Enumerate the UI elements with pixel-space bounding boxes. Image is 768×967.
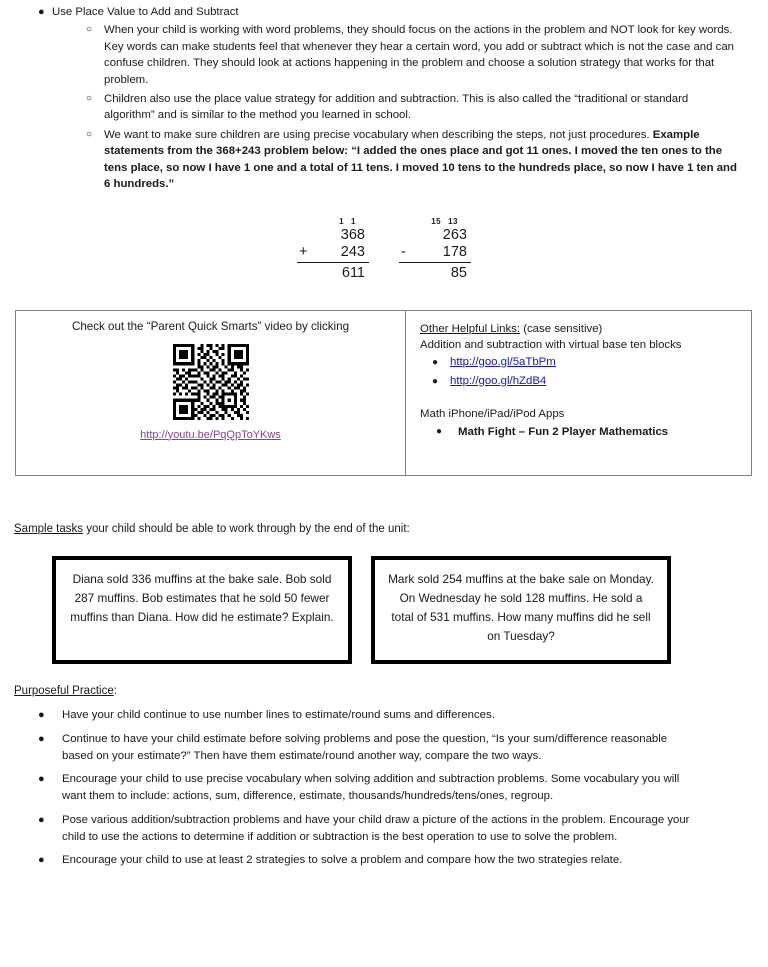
outline-heading-row (38, 4, 738, 20)
sample-tasks-intro (14, 521, 410, 537)
outline-section (38, 4, 738, 195)
subtraction-carry-2: 13 (448, 217, 458, 226)
outline-sub-text-plain: We want to make sure children are using precise vocabulary when describing the steps, not just procedures. (104, 128, 653, 141)
sample-tasks-intro-rest: your child should be able to work through by the end of the unit: (83, 523, 410, 535)
bullet-filled-icon: ● (38, 709, 45, 721)
subtraction-carry-1: 15 (431, 217, 442, 226)
bullet-filled-icon: ● (435, 426, 443, 437)
bullet-filled-icon: ● (38, 6, 45, 18)
sample-tasks-label: Sample tasks (14, 523, 84, 535)
resources-table (15, 310, 752, 476)
list-item (38, 852, 698, 869)
sample-task-boxes (52, 556, 671, 664)
outline-sub-text-bold: Example statements from the 368+243 problem below: “I added the ones place and got 11 ones. I moved the ten ones to the tens place, so now I have 1 one and a total of 11 tens. I moved 10 tens to the hundreds place, so now I have 1 ten and 6 hundreds.” (104, 128, 737, 191)
addition-carry-2: 1 (351, 217, 356, 226)
task-text: Mark sold 254 muffins at the bake sale on Monday. On Wednesday he sold 128 muffins. He sold a total of 531 muffins. How many muffins did he sell on Tuesday? (388, 572, 654, 643)
qr-code-icon[interactable] (173, 344, 249, 420)
practice-text: Encourage your child to use at least 2 strategies to solve a problem and compare how the two strategies relate. (62, 854, 623, 866)
task-box (52, 556, 352, 664)
helpful-links-list (420, 354, 741, 390)
helpful-links-heading-note: (case sensitive) (520, 323, 603, 335)
outline-sub-text: Children also use the place value strategy for addition and subtraction. This is also called the “traditional or standard algorithm” and is similar to the method you learned in school. (104, 92, 689, 122)
practice-text: Pose various addition/subtraction problems and have your child draw a picture of the actions in the problem. Encourage your child to use the actions to determine if addition or subtraction is the best operation to use to solve the problem. (62, 813, 690, 843)
purposeful-practice-list (38, 707, 698, 876)
outline-sublist (86, 22, 738, 193)
spacer (420, 392, 741, 404)
youtube-link[interactable]: http://youtu.be/PqQpToYKws (140, 428, 281, 441)
bullet-hollow-icon: ○ (86, 92, 93, 104)
subtraction-answer: 85 (450, 265, 467, 281)
addition-carry-marks (297, 216, 369, 227)
purposeful-practice-colon: : (113, 685, 117, 697)
bullet-filled-icon: ● (431, 376, 439, 387)
subtraction-operator: - (401, 244, 406, 260)
list-item (420, 424, 741, 440)
goo-gl-link-2[interactable]: http://goo.gl/hZdB4 (450, 375, 547, 387)
app-name: Math Fight – Fun 2 Player Mathematics (458, 426, 669, 438)
subtraction-bottom-number: 178 (442, 244, 467, 260)
bullet-filled-icon: ● (38, 773, 45, 785)
task-box (371, 556, 671, 664)
purposeful-practice-label: Purposeful Practice (14, 685, 114, 697)
subtraction-problem (399, 216, 471, 282)
outline-sub-text: When your child is working with word problems, they should focus on the actions in the problem and NOT look for key words. Key words can make students feel that whenever they hear a certain word, you add or subtract which is not the case and can confuse children. They should look at actions happening in the problem and choose a solution strategy that works for that problem. (104, 24, 735, 86)
addition-operator: + (299, 244, 308, 260)
goo-gl-link-1[interactable]: http://goo.gl/5aTbPm (450, 356, 556, 368)
bullet-filled-icon: ● (38, 813, 45, 826)
list-item (38, 707, 698, 724)
list-item (38, 771, 698, 805)
list-item (38, 812, 698, 846)
bullet-hollow-icon: ○ (86, 24, 93, 35)
list-item (420, 354, 741, 371)
practice-text: Continue to have your child estimate before solving problems and pose the question, “Is your sum/difference reasonable based on your estimate?” Then have them estimate/round another way, compare the two ways. (62, 732, 668, 762)
video-title: Check out the “Parent Quick Smarts” video by clicking (71, 320, 350, 333)
helpful-links-heading-underlined: Other Helpful Links: (420, 323, 521, 335)
task-text: Diana sold 336 muffins at the bake sale. Bob sold 287 muffins. Bob estimates that he sold 50 fewer muffins than Diana. How did he estimate? Explain. (70, 572, 334, 624)
addition-bottom-number: 243 (340, 244, 365, 260)
math-examples (0, 216, 768, 282)
bullet-filled-icon: ● (38, 854, 45, 866)
outline-heading: Use Place Value to Add and Subtract (52, 6, 239, 18)
subtraction-top-number: 263 (442, 227, 467, 243)
helpful-links-cell (406, 311, 751, 475)
apps-heading: Math iPhone/iPad/iPod Apps (420, 408, 565, 420)
addition-answer: 611 (341, 265, 365, 281)
outline-sub-item (86, 127, 738, 193)
video-cell (16, 311, 406, 475)
bullet-hollow-icon: ○ (86, 128, 93, 140)
outline-sub-text-mixed (104, 127, 738, 193)
list-item (420, 373, 741, 390)
list-item (38, 731, 698, 765)
addition-carry-1: 1 (339, 217, 345, 226)
bullet-filled-icon: ● (431, 357, 439, 368)
helpful-links-subheading: Addition and subtraction with virtual base ten blocks (420, 339, 682, 351)
bullet-filled-icon: ● (38, 732, 45, 745)
helpful-links-heading (420, 321, 741, 337)
addition-operand-row (297, 244, 369, 263)
practice-text: Encourage your child to use precise vocabulary when solving addition and subtraction problems. Some vocabulary you will want them to include: actions, sum, difference, estimate, thousands/hundreds/tens/ones, regroup. (62, 773, 680, 802)
practice-text: Have your child continue to use number lines to estimate/round sums and differences. (62, 709, 495, 721)
purposeful-practice-title (14, 683, 117, 699)
addition-top-number: 368 (340, 227, 365, 243)
qr-code-svg (173, 344, 249, 420)
subtraction-carry-marks (399, 216, 471, 227)
outline-sub-item (86, 91, 738, 124)
outline-sub-item (86, 22, 738, 88)
subtraction-operand-row (399, 244, 471, 263)
addition-problem (297, 216, 369, 282)
